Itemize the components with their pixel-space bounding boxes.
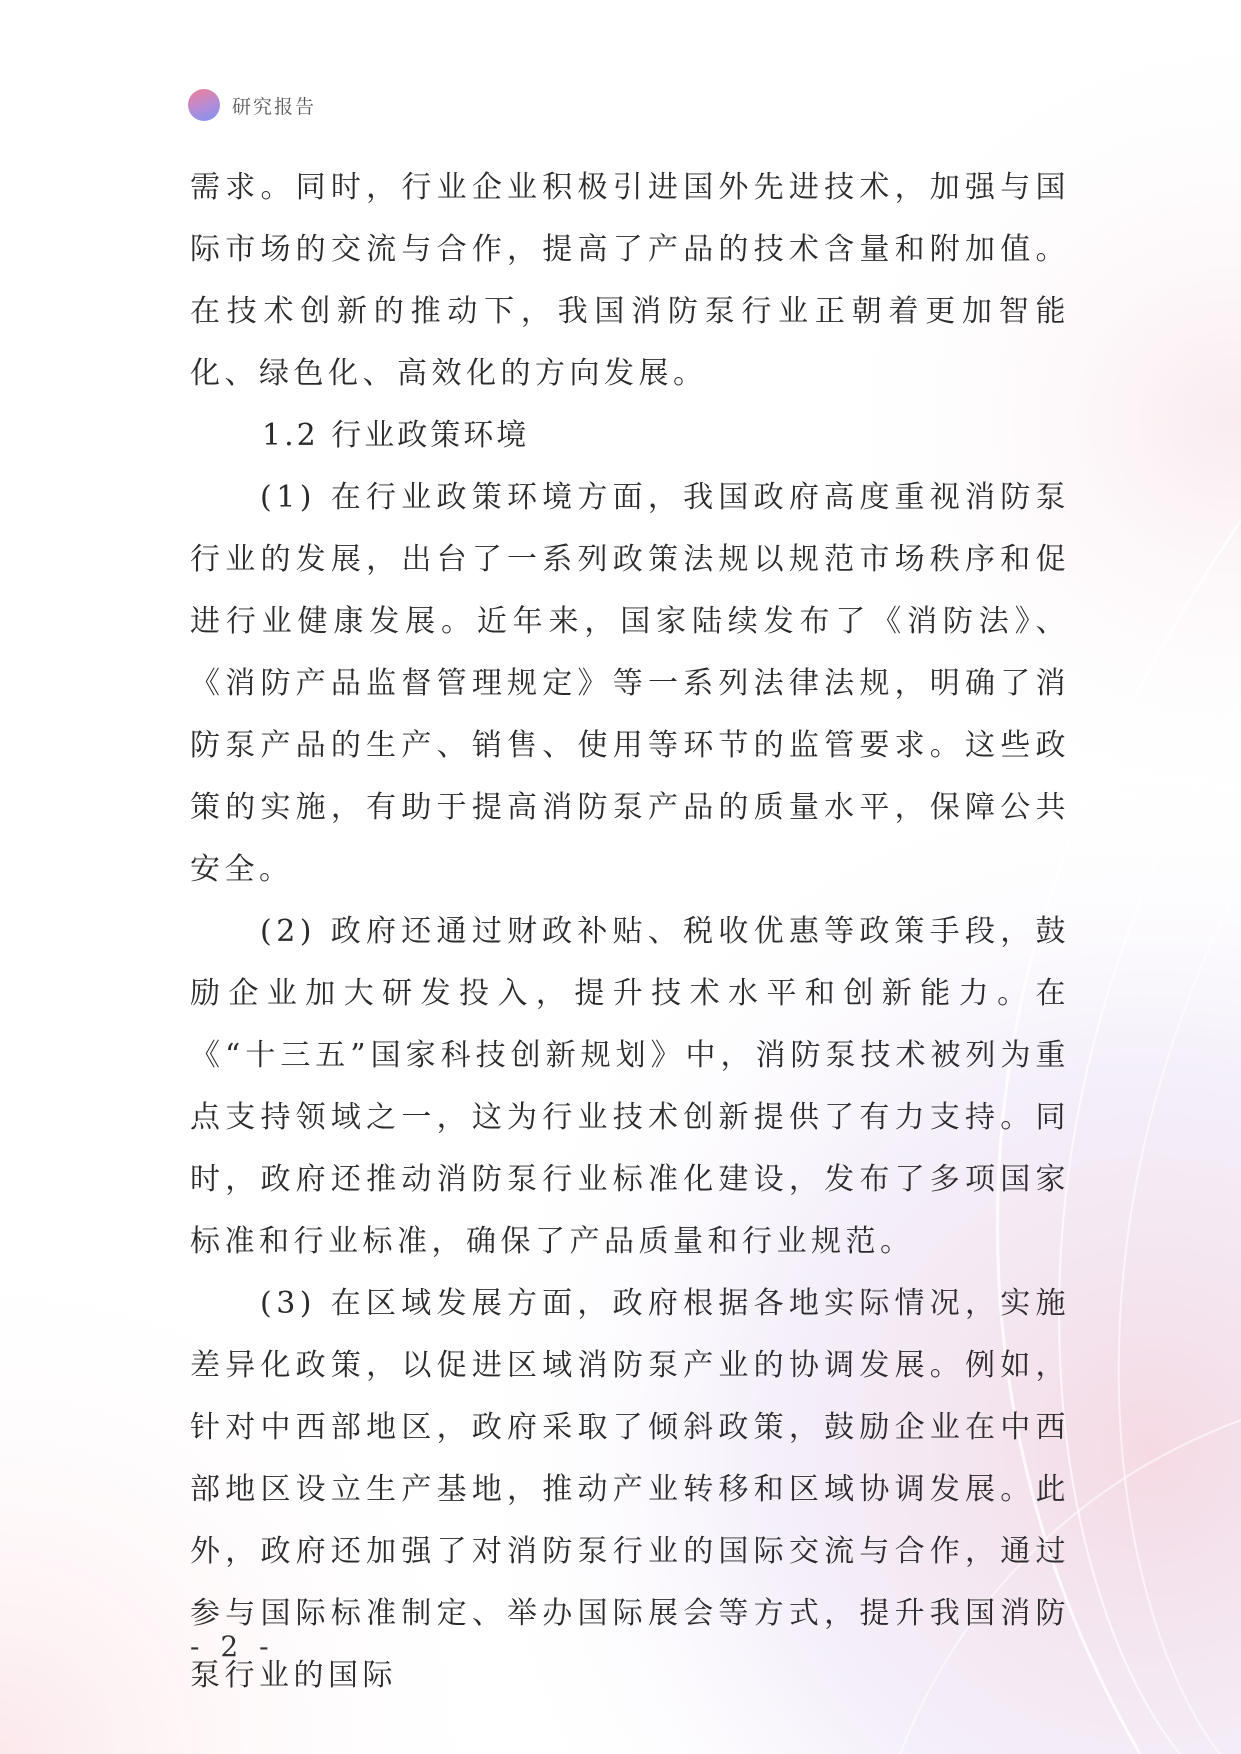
body-paragraph: 需求。同时，行业企业积极引进国外先进技术，加强与国际市场的交流与合作，提高了产品的技术含量和附加值。在技术创新的推动下，我国消防泵行业正朝着更加智能化、绿色化、高效化的方向发展。 — [190, 170, 1070, 391]
header-label: 研究报告 — [232, 95, 317, 118]
body-paragraph: (3) 在区域发展方面，政府根据各地实际情况，实施差异化政策，以促进区域消防泵产业的协调发展。例如，针对中西部地区，政府采取了倾斜政策，鼓励企业在中西部地区设立生产基地，推动产业转移和区域协调发展。此外，政府还加强了对消防泵行业的国际交流与合作，通过参与国际标准制定、举办国际展会等方式，提升我国消防泵行业的国际 — [190, 1286, 1070, 1693]
body-paragraph: (2) 政府还通过财政补贴、税收优惠等政策手段，鼓励企业加大研发投入，提升技术水平和创新能力。在《“十三五”国家科技创新规划》中，消防泵技术被列为重点支持领域之一，这为行业技术创新提供了有力支持。同时，政府还推动消防泵行业标准化建设，发布了多项国家标准和行业标准，确保了产品质量和行业规范。 — [190, 914, 1070, 1259]
section-heading: 1.2 行业政策环境 — [262, 418, 530, 453]
report-header — [188, 88, 316, 122]
gradient-circle-logo-icon — [188, 89, 220, 121]
document-body — [190, 157, 1070, 1707]
body-paragraph: (1) 在行业政策环境方面，我国政府高度重视消防泵行业的发展，出台了一系列政策法规以规范市场秩序和促进行业健康发展。近年来，国家陆续发布了《消防法》、《消防产品监督管理规定》等一系列法律法规，明确了消防泵产品的生产、销售、使用等环节的监管要求。这些政策的实施，有助于提高消防泵产品的质量水平，保障公共安全。 — [190, 480, 1070, 887]
page-number: - 2 - — [190, 1630, 275, 1663]
